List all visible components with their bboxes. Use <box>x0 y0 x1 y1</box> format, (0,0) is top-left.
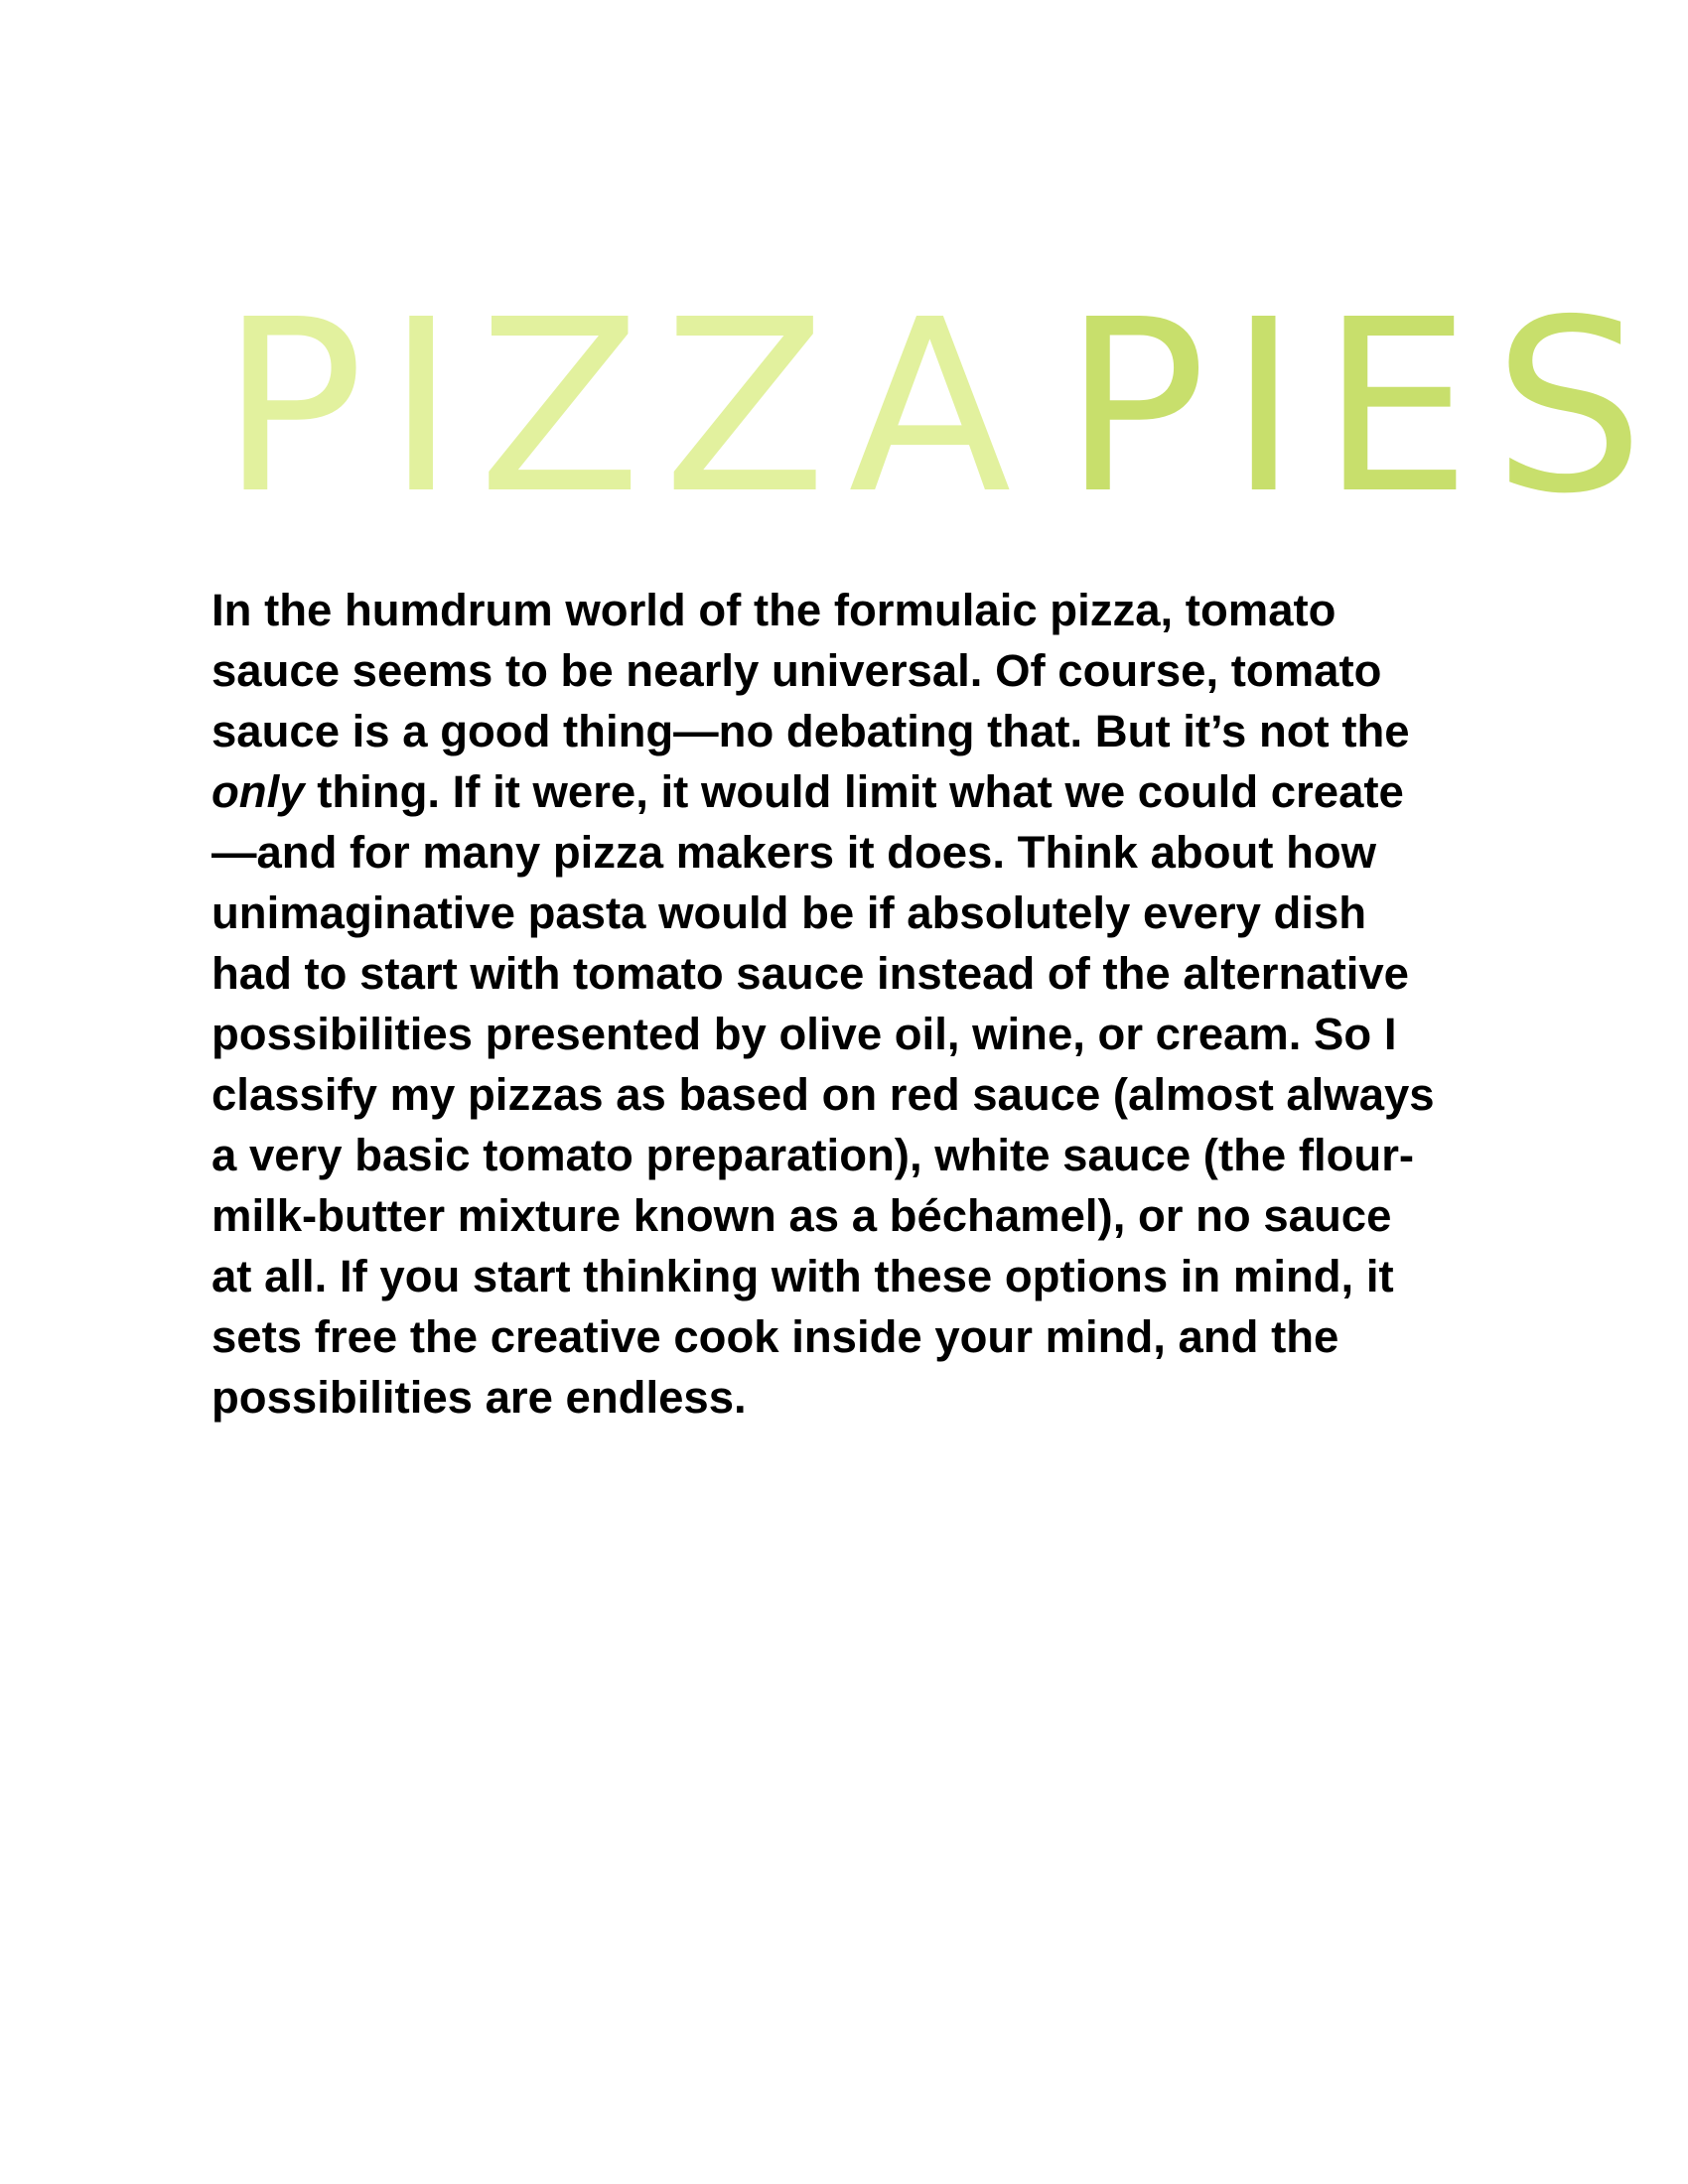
page-title <box>220 268 1667 546</box>
paragraph-line: —and for many pizza makers it does. Think about how <box>211 827 1377 878</box>
body-paragraph <box>211 580 1502 1428</box>
paragraph-line: sets free the creative cook inside your mind, and the <box>211 1311 1339 1362</box>
paragraph-line: In the humdrum world of the formulaic pizza, tomato <box>211 585 1336 635</box>
paragraph-line: unimaginative pasta would be if absolutely every dish <box>211 887 1367 938</box>
paragraph-line-text: thing. If it were, it would limit what we could create <box>304 766 1404 817</box>
paragraph-line: possibilities are endless. <box>211 1372 747 1423</box>
title-word-pizza: PIZZA <box>220 268 1034 546</box>
paragraph-line: had to start with tomato sauce instead of the alternative <box>211 948 1409 999</box>
paragraph-line: sauce seems to be nearly universal. Of course, tomato <box>211 645 1382 696</box>
paragraph-line: milk-butter mixture known as a béchamel), or no sauce <box>211 1190 1392 1241</box>
emphasis-text: only <box>211 766 305 817</box>
title-word-pies: PIES <box>1062 268 1667 546</box>
paragraph-line: a very basic tomato preparation), white sauce (the flour- <box>211 1130 1415 1180</box>
paragraph-line: at all. If you start thinking with these options in mind, it <box>211 1251 1394 1301</box>
paragraph-line <box>211 761 1502 822</box>
paragraph-line: sauce is a good thing—no debating that. But it’s not the <box>211 706 1410 756</box>
paragraph-line: possibilities presented by olive oil, wine, or cream. So I <box>211 1009 1397 1059</box>
paragraph-line: classify my pizzas as based on red sauce (almost always <box>211 1069 1435 1120</box>
